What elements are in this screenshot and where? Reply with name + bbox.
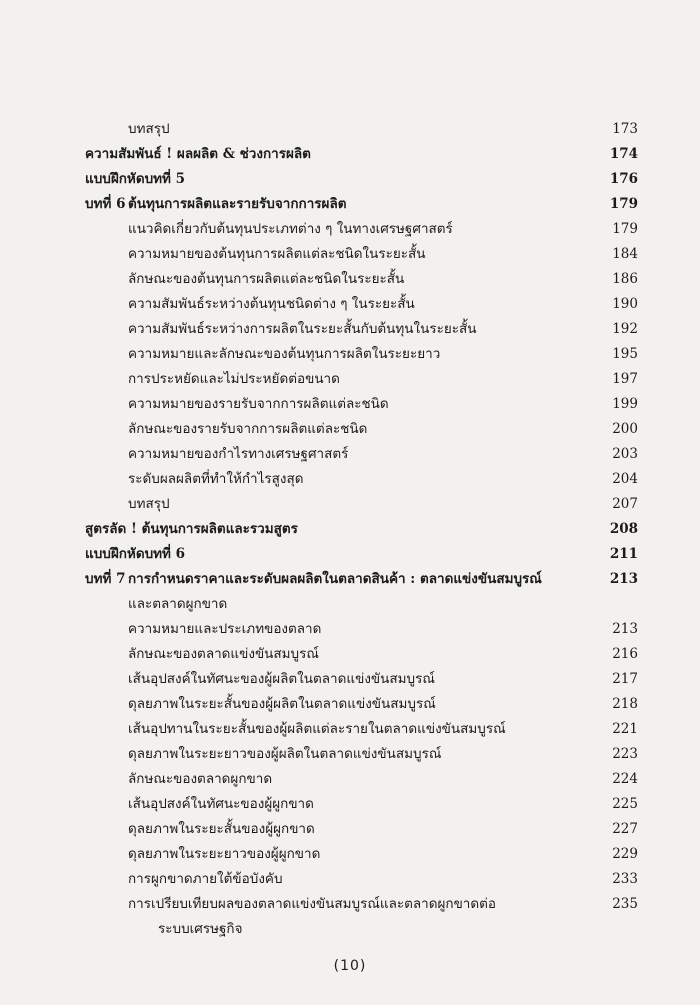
toc-entry-title: ความสัมพันธ์ระหว่างต้นทุนชนิดต่าง ๆ ในระยะสั้น [128, 296, 415, 312]
toc-entry-row [0, 243, 700, 265]
toc-entry-title: สูตรลัด ! ต้นทุนการผลิตและรวมสูตร [85, 521, 298, 537]
toc-page-number: 216 [612, 646, 638, 662]
toc-entry-title: ดุลยภาพในระยะสั้นของผู้ผลิตในตลาดแข่งขันสมบูรณ์ [128, 696, 436, 712]
toc-chapter-row [0, 193, 700, 215]
toc-page-number: 197 [612, 371, 638, 387]
toc-entry-title: การเปรียบเทียบผลของตลาดแข่งขันสมบูรณ์และตลาดผูกขาดต่อ [128, 896, 497, 912]
toc-entry-row [0, 368, 700, 390]
toc-entry-row [0, 843, 700, 865]
toc-entry-title: ความหมายของรายรับจากการผลิตแต่ละชนิด [128, 396, 389, 412]
toc-entry-row [0, 693, 700, 715]
toc-section-row [0, 543, 700, 565]
toc-entry-row [0, 268, 700, 290]
toc-page-number: 229 [612, 846, 638, 862]
toc-page-number: 186 [612, 271, 638, 287]
toc-entry-title: บทสรุป [128, 496, 170, 512]
page-number: (10) [333, 958, 367, 974]
toc-entry-row [0, 668, 700, 690]
toc-entry-row [0, 893, 700, 915]
toc-page-number: 174 [609, 146, 638, 162]
toc-entry-title: ดุลยภาพในระยะสั้นของผู้ผูกขาด [128, 821, 315, 837]
toc-entry-row [0, 643, 700, 665]
toc-entry-row [0, 218, 700, 240]
toc-entry-title: ดุลยภาพในระยะยาวของผู้ผูกขาด [128, 846, 321, 862]
toc-entry-title: แบบฝึกหัดบทที่ 6 [85, 546, 186, 562]
toc-entry-row [0, 418, 700, 440]
toc-entry-title: การประหยัดและไม่ประหยัดต่อขนาด [128, 371, 340, 387]
toc-page-number: 211 [609, 546, 638, 562]
toc-entry-row [0, 818, 700, 840]
toc-entry-title: เส้นอุปทานในระยะสั้นของผู้ผลิตแต่ละรายในตลาดแข่งขันสมบูรณ์ [128, 721, 506, 737]
toc-entry-title: ลักษณะของตลาดผูกขาด [128, 771, 273, 787]
toc-page-number: 233 [612, 871, 638, 887]
toc-page-number: 173 [612, 121, 638, 137]
toc-entry-row [0, 118, 700, 140]
toc-page-number: 179 [609, 196, 638, 212]
toc-page-number: 218 [612, 696, 638, 712]
toc-chapter-row [0, 568, 700, 590]
toc-entry-title: ลักษณะของต้นทุนการผลิตแต่ละชนิดในระยะสั้น [128, 271, 405, 287]
toc-entry-row [0, 343, 700, 365]
toc-entry-row [0, 768, 700, 790]
toc-entry-row [0, 868, 700, 890]
toc-page-number: 235 [612, 896, 638, 912]
toc-entry-row [0, 468, 700, 490]
toc-entry-title: บทสรุป [128, 121, 170, 137]
toc-entry-row [0, 393, 700, 415]
toc-entry-title: และตลาดผูกขาด [128, 596, 228, 612]
toc-continuation-row [0, 593, 700, 615]
toc-page-number: 227 [612, 821, 638, 837]
toc-page-number: 195 [612, 346, 638, 362]
toc-page-number: 192 [612, 321, 638, 337]
toc-page-number: 225 [612, 796, 638, 812]
toc-entry-title: แบบฝึกหัดบทที่ 5 [85, 171, 186, 187]
toc-entry-title: เส้นอุปสงค์ในทัศนะของผู้ผูกขาด [128, 796, 314, 812]
toc-entry-title: เส้นอุปสงค์ในทัศนะของผู้ผลิตในตลาดแข่งขันสมบูรณ์ [128, 671, 435, 687]
toc-page-number: 207 [612, 496, 638, 512]
toc-section-row [0, 168, 700, 190]
toc-entry-title: ความหมายและประเภทของตลาด [128, 621, 322, 637]
toc-page-number: 200 [612, 421, 638, 437]
toc-entry-row [0, 443, 700, 465]
toc-page-number: 223 [612, 746, 638, 762]
toc-continuation-row [0, 918, 700, 940]
toc-entry-row [0, 718, 700, 740]
toc-entry-title: แนวคิดเกี่ยวกับต้นทุนประเภทต่าง ๆ ในทางเศรษฐศาสตร์ [128, 221, 453, 237]
toc-entry-title: ลักษณะของตลาดแข่งขันสมบูรณ์ [128, 646, 319, 662]
toc-entry-title: ความสัมพันธ์ ! ผลผลิต & ช่วงการผลิต [85, 146, 311, 162]
toc-page-number: 176 [609, 171, 638, 187]
toc-entry-title: ความหมายของกำไรทางเศรษฐศาสตร์ [128, 446, 349, 462]
toc-entry-row [0, 493, 700, 515]
toc-entry-title: ลักษณะของรายรับจากการผลิตแต่ละชนิด [128, 421, 368, 437]
toc-entry-title: ความสัมพันธ์ระหว่างการผลิตในระยะสั้นกับต้นทุนในระยะสั้น [128, 321, 477, 337]
toc-entry-title: ระดับผลผลิตที่ทำให้กำไรสูงสุด [128, 471, 304, 487]
toc-entry-row [0, 793, 700, 815]
toc-page-number: 208 [609, 521, 638, 537]
toc-entry-row [0, 618, 700, 640]
toc-page-number: 213 [612, 621, 638, 637]
toc-entry-title: การผูกขาดภายใต้ข้อบังคับ [128, 871, 283, 887]
toc-entry-title: ระบบเศรษฐกิจ [158, 921, 243, 937]
toc-entry-title: การกำหนดราคาและระดับผลผลิตในตลาดสินค้า : ตลาดแข่งขันสมบูรณ์ [128, 571, 542, 587]
toc-page-number: 179 [612, 221, 638, 237]
toc-entry-row [0, 743, 700, 765]
toc-page-number: 204 [612, 471, 638, 487]
toc-page-number: 199 [612, 396, 638, 412]
toc-page-number: 213 [609, 571, 638, 587]
toc-entry-title: ดุลยภาพในระยะยาวของผู้ผลิตในตลาดแข่งขันสมบูรณ์ [128, 746, 442, 762]
toc-entry-title: ต้นทุนการผลิตและรายรับจากการผลิต [128, 196, 347, 212]
toc-entry-title: ความหมายและลักษณะของต้นทุนการผลิตในระยะยาว [128, 346, 441, 362]
toc-page-number: 184 [612, 246, 638, 262]
toc-entry-row [0, 293, 700, 315]
toc-chapter-number: บทที่ 6 [85, 196, 126, 212]
toc-entry-row [0, 318, 700, 340]
toc-section-row [0, 143, 700, 165]
toc-page-number: 203 [612, 446, 638, 462]
toc-section-row [0, 518, 700, 540]
toc-page-number: 221 [612, 721, 638, 737]
toc-entry-title: ความหมายของต้นทุนการผลิตแต่ละชนิดในระยะสั้น [128, 246, 426, 262]
toc-page-number: 224 [612, 771, 638, 787]
toc-page-number: 217 [612, 671, 638, 687]
toc-page-number: 190 [612, 296, 638, 312]
toc-chapter-number: บทที่ 7 [85, 571, 126, 587]
